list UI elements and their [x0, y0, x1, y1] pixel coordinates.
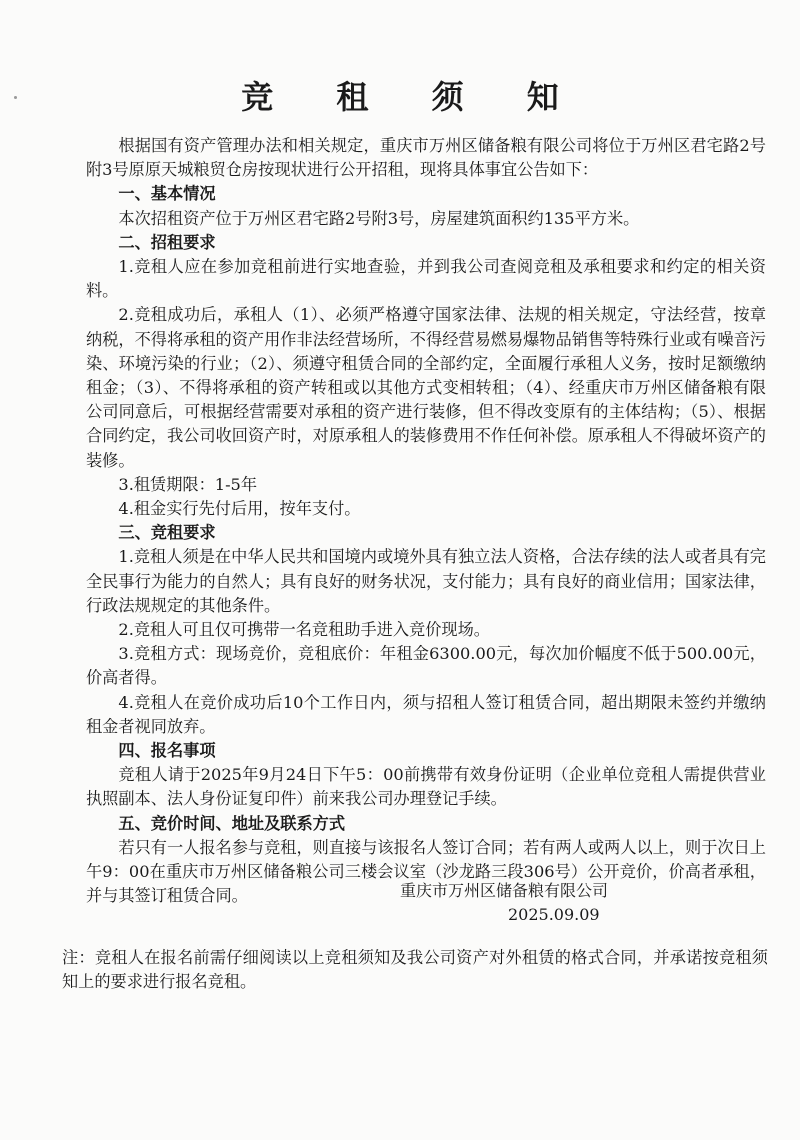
- section-heading-leasing-requirements: 二、招租要求: [118, 232, 216, 252]
- section-heading-bidding-requirements: 三、竞租要求: [118, 523, 216, 543]
- paragraph: 4.竞租人在竞价成功后10个工作日内，须与招租人签订租赁合同，超出期限未签约并缴纳租金者视同放弃。: [86, 692, 766, 736]
- document-body: [86, 134, 766, 909]
- signature-company: 重庆市万州区储备粮有限公司: [400, 881, 609, 900]
- section-heading-registration: 四、报名事项: [118, 741, 216, 761]
- paragraph: 1.竞租人应在参加竞租前进行实地查验，并到我公司查阅竞租及承租要求和约定的相关资料。: [86, 257, 766, 301]
- paragraph: 2.竞租成功后，承租人（1）、必须严格遵守国家法律、法规的相关规定，守法经营，按章纳税，不得将承租的资产用作非法经营场所，不得经营易燃易爆物品销售等特殊行业或有噪音污染、环境污染的行业；（2）、须遵守租赁合同的全部约定，全面履行承租人义务，按时足额缴纳租金；（3）、不得将承租的资产转租或以其他方式变相转租；（4）、经重庆市万州区储备粮有限公司同意后，可根据经营需要对承租的资产进行装修，但不得改变原有的主体结构；（5）、根据合同约定，我公司收回资产时，对原承租人的装修费用不作任何补偿。原承租人不得破坏资产的装修。: [86, 305, 766, 470]
- intro-paragraph: 根据国有资产管理办法和相关规定，重庆市万州区储备粮有限公司将位于万州区君宅路2号附3号原原天城粮贸仓房按现状进行公开招租，现将具体事宜公告如下：: [86, 136, 766, 180]
- signature-block: [400, 879, 608, 927]
- paragraph: 本次招租资产位于万州区君宅路2号附3号，房屋建筑面积约135平方米。: [118, 208, 640, 228]
- paragraph: 竞租人请于2025年9月24日下午5：00前携带有效身份证明（企业单位竞租人需提供营业执照副本、法人身份证复印件）前来我公司办理登记手续。: [86, 765, 766, 809]
- paragraph: 2.竞租人可且仅可携带一名竞租助手进入竞价现场。: [118, 620, 490, 640]
- signature-date: 2025.09.09: [508, 905, 600, 924]
- paragraph: 3.租赁期限：1-5年: [118, 474, 258, 494]
- section-heading-basic-info: 一、基本情况: [118, 184, 216, 204]
- paragraph: 4.租金实行先付后用，按年支付。: [118, 499, 361, 519]
- footnote: 注：竞租人在报名前需仔细阅读以上竞租须知及我公司资产对外租赁的格式合同，并承诺按竞租须知上的要求进行报名竞租。: [62, 948, 768, 992]
- paragraph: 若只有一人报名参与竞租，则直接与该报名人签订合同；若有两人或两人以上，则于次日上午9：00在重庆市万州区储备粮公司三楼会议室（沙龙路三段306号）公开竞价，价高者承租，并与其签订租赁合同。: [86, 837, 766, 906]
- page-title: 竞 租 须 知: [241, 78, 585, 116]
- section-heading-time-address-contact: 五、竞价时间、地址及联系方式: [118, 813, 346, 833]
- paragraph: 3.竞租方式：现场竞价，竞租底价：年租金6300.00元，每次加价幅度不低于500.00元，价高者得。: [86, 644, 766, 688]
- paragraph: 1.竞租人须是在中华人民共和国境内或境外具有独立法人资格，合法存续的法人或者具有完全民事行为能力的自然人；具有良好的财务状况，支付能力；具有良好的商业信用；国家法律，行政法规规定的其他条件。: [86, 547, 766, 615]
